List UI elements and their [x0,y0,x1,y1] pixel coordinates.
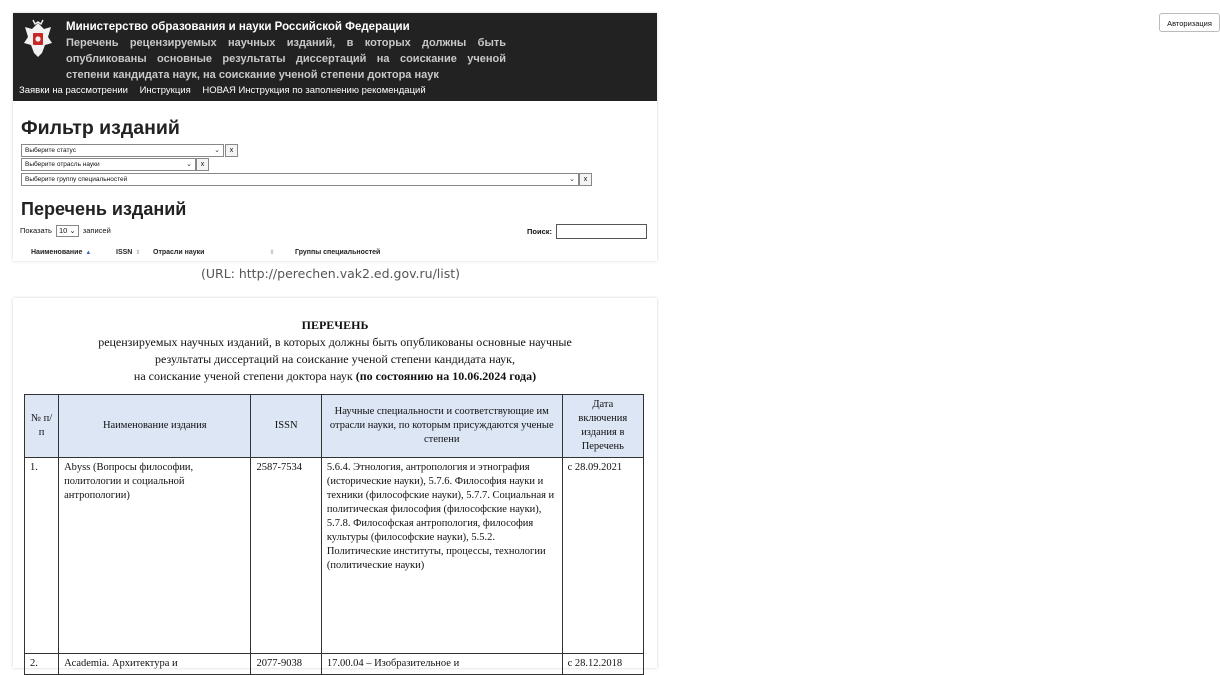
row-date: с 28.09.2021 [562,458,643,654]
column-header-branches[interactable]: Отрасли науки ⇕ [153,249,275,256]
column-header-groups[interactable]: Группы специальностей [295,249,381,256]
row-specialties: 5.6.4. Этнология, антропология и этнография (исторические науки), 5.7.6. Философия науки и техники (философские науки), 5.7.7. Социальная и политическая философия (философские науки), 5.7.8. Философская антропология, философия культуры (философские науки), 5.5.2. Политические институты, процессы, технологии (политические науки) [321,458,562,654]
sort-icon: ⇕ [269,250,275,256]
chevron-down-icon: ⌄ [186,161,192,168]
chevron-down-icon: ⌄ [569,176,575,183]
search-input[interactable] [556,224,647,239]
show-label: Показать [20,226,52,235]
group-select-value: Выберите группу специальностей [25,176,128,183]
url-caption: (URL: http://perechen.vak2.ed.gov.ru/list) [200,266,461,281]
document-subtitle: рецензируемых научных изданий, в которых должны быть опубликованы основные научные результаты диссертаций на соискание ученой степени кандидата наук, на соискание ученой степени доктора наук (по состоянию на 10.06.2024 года) [98,335,572,383]
row-num: 2. [25,654,59,675]
top-nav [19,85,435,96]
sort-icon: ⇕ [135,250,141,256]
search-label: Поиск: [527,227,553,236]
status-select[interactable] [21,144,224,157]
row-issn: 2077-9038 [251,654,321,675]
login-button[interactable]: Авторизация [1159,13,1220,32]
site-subtitle: Перечень рецензируемых научных изданий, в которых должны быть опубликованы основные результаты диссертаций на соискание ученой степени кандидата наук, на соискание ученой степени доктора наук [66,37,506,81]
row-name: Academia. Архитектура и [59,654,251,675]
branch-select-value: Выберите отрасль науки [25,161,100,168]
site-header [13,13,1212,101]
records-label: записей [82,226,111,235]
nav-item-applications[interactable]: Заявки на рассмотрении [19,85,128,96]
clear-group-button[interactable]: x [579,173,592,186]
row-num: 1. [25,458,59,654]
row-date: с 28.12.2018 [562,654,643,675]
status-select-value: Выберите статус [25,147,76,154]
clear-status-button[interactable]: x [225,144,238,157]
perechen-document-screenshot [13,298,657,668]
column-header-name[interactable]: Наименование ▲ [31,249,92,256]
page-size-select[interactable]: 10 ⌄ [56,225,79,237]
nav-item-new-instruction[interactable]: НОВАЯ Инструкция по заполнению рекомендаций [202,85,426,96]
chevron-down-icon: ⌄ [69,226,76,235]
header-name: Наименование издания [59,395,251,458]
row-specialties: 17.00.04 – Изобразительное и [321,654,562,675]
journals-table [24,394,644,675]
table-row [25,654,644,675]
group-select[interactable] [21,173,579,186]
header-specialties: Научные специальности и соответствующие им отрасли науки, по которым присуждаются ученые степени [321,395,562,458]
document-date: (по состоянию на 10.06.2024 года) [355,369,537,383]
nav-item-instruction[interactable]: Инструкция [139,85,191,96]
coat-of-arms-icon [21,19,55,61]
list-title: Перечень изданий [21,199,187,219]
clear-branch-button[interactable]: x [196,158,209,171]
document-title: ПЕРЕЧЕНЬ [301,318,369,332]
perechen-website-screenshot [13,13,1212,261]
header-num: № п/п [25,395,59,458]
chevron-down-icon: ⌄ [214,147,220,154]
row-issn: 2587-7534 [251,458,321,654]
header-issn: ISSN [251,395,321,458]
sort-asc-icon: ▲ [85,250,92,256]
column-header-issn[interactable]: ISSN ⇕ [116,249,141,256]
table-header-row [25,395,644,458]
ministry-name: Министерство образования и науки Российской Федерации [66,21,410,33]
table-row [25,458,644,654]
row-name: Abyss (Вопросы философии, политологии и социальной антропологии) [59,458,251,654]
header-date: Дата включения издания в Перечень [562,395,643,458]
page-size-control [20,225,111,237]
filter-title: Фильтр изданий [21,117,180,139]
branch-select[interactable] [21,158,196,171]
